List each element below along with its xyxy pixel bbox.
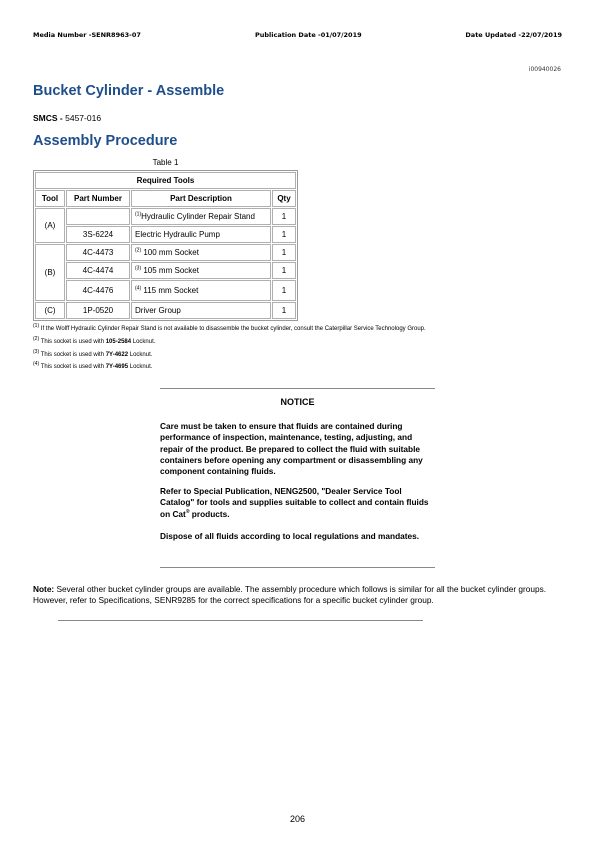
footnote: $^{(2)}$ This socket is used with 105-2584 Locknut. bbox=[33, 335, 156, 345]
note-paragraph: Note: Several other bucket cylinder groups are available. The assembly procedure which follows is similar for all the bucket cylinder groups. However, refer to Specifications, SENR9285 for the correct specifications for a specific bucket cylinder group. bbox=[33, 584, 547, 606]
table-row bbox=[35, 244, 296, 261]
tool-cell: (B) bbox=[35, 244, 65, 301]
part-number-cell: 3S-6224 bbox=[66, 226, 130, 243]
part-number-cell: 4C-4473 bbox=[66, 244, 130, 261]
table-row bbox=[35, 302, 296, 319]
part-description-cell: $^{(1)}$Hydraulic Cylinder Repair Stand bbox=[131, 208, 271, 225]
part-description-cell: Driver Group bbox=[131, 302, 271, 319]
date-updated: Date Updated -22/07/2019 bbox=[465, 31, 562, 39]
page-title: Bucket Cylinder - Assemble bbox=[33, 83, 225, 99]
required-tools-table bbox=[33, 170, 298, 321]
document-id: i00940026 bbox=[528, 66, 561, 73]
qty-cell: 1 bbox=[272, 280, 296, 301]
table-caption: Table 1 bbox=[152, 158, 179, 167]
note-label: Note: bbox=[33, 584, 55, 594]
table-footnotes bbox=[33, 323, 426, 374]
footnote: $^{(1)}$ If the Wolff Hydraulic Cylinder Repair Stand is not available to disassemble the bucket cylinder, consult the Caterpillar Service Technology Group. bbox=[33, 323, 426, 332]
notice-paragraph: Care must be taken to ensure that fluids are contained during performance of inspection, maintenance, testing, adjusting, and repair of the product. Be prepared to collect the fluid with suitable containers before opening any compartment or disassembling any component containing fluids. bbox=[160, 421, 423, 477]
smcs-code bbox=[33, 113, 101, 123]
notice-paragraph: Refer to Special Publication, NENG2500, "Dealer Service Tool Catalog" for tools and supplies suitable to collect and contain fluids on Cat® products. bbox=[160, 486, 429, 519]
column-header-part-description: Part Description bbox=[131, 190, 271, 207]
qty-cell: 1 bbox=[272, 302, 296, 319]
table-row bbox=[35, 262, 296, 279]
table-row bbox=[35, 226, 296, 243]
smcs-value: 5457-016 bbox=[65, 113, 102, 123]
footnote: $^{(3)}$ This socket is used with 7Y-4622 Locknut. bbox=[33, 348, 153, 358]
part-number-cell: 4C-4476 bbox=[66, 280, 130, 301]
table-row bbox=[35, 208, 296, 225]
publication-date: Publication Date -01/07/2019 bbox=[255, 31, 362, 39]
tool-cell: (C) bbox=[35, 302, 65, 319]
notice-paragraph: Dispose of all fluids according to local regulations and mandates. bbox=[160, 531, 420, 541]
media-number: Media Number -SENR8963-07 bbox=[33, 31, 141, 39]
table-heading: Required Tools bbox=[35, 172, 296, 189]
section-title: Assembly Procedure bbox=[33, 133, 178, 149]
footnote-ref: (1) bbox=[135, 211, 142, 218]
qty-cell: 1 bbox=[272, 262, 296, 279]
footnote-ref: (3) bbox=[135, 265, 142, 272]
smcs-label: SMCS - bbox=[33, 113, 63, 123]
part-description-cell: $^{(2)}$ 100 mm Socket bbox=[131, 244, 271, 261]
notice-top-divider bbox=[160, 388, 435, 389]
column-header-part-number: Part Number bbox=[66, 190, 130, 207]
part-description-cell: $^{(3)}$ 105 mm Socket bbox=[131, 262, 271, 279]
column-header-tool: Tool bbox=[35, 190, 65, 207]
part-number-cell bbox=[66, 208, 130, 225]
footnote: $^{(4)}$ This socket is used with 7Y-4695 Locknut. bbox=[33, 361, 153, 371]
qty-cell: 1 bbox=[272, 244, 296, 261]
column-header-qty: Qty bbox=[272, 190, 296, 207]
qty-cell: 1 bbox=[272, 226, 296, 243]
qty-cell: 1 bbox=[272, 208, 296, 225]
page-number: 206 bbox=[289, 814, 306, 824]
section-divider bbox=[58, 620, 423, 621]
part-number-cell: 4C-4474 bbox=[66, 262, 130, 279]
tool-cell: (A) bbox=[35, 208, 65, 243]
registered-mark: ® bbox=[185, 508, 190, 515]
notice-bottom-divider bbox=[160, 567, 435, 568]
notice-title: NOTICE bbox=[280, 397, 315, 407]
part-description-cell: $^{(4)}$ 115 mm Socket bbox=[131, 280, 271, 301]
footnote-ref: (2) bbox=[135, 247, 142, 254]
table-row bbox=[35, 280, 296, 301]
footnote-ref: (4) bbox=[135, 285, 142, 292]
part-description-cell: Electric Hydraulic Pump bbox=[131, 226, 271, 243]
part-number-cell: 1P-0520 bbox=[66, 302, 130, 319]
